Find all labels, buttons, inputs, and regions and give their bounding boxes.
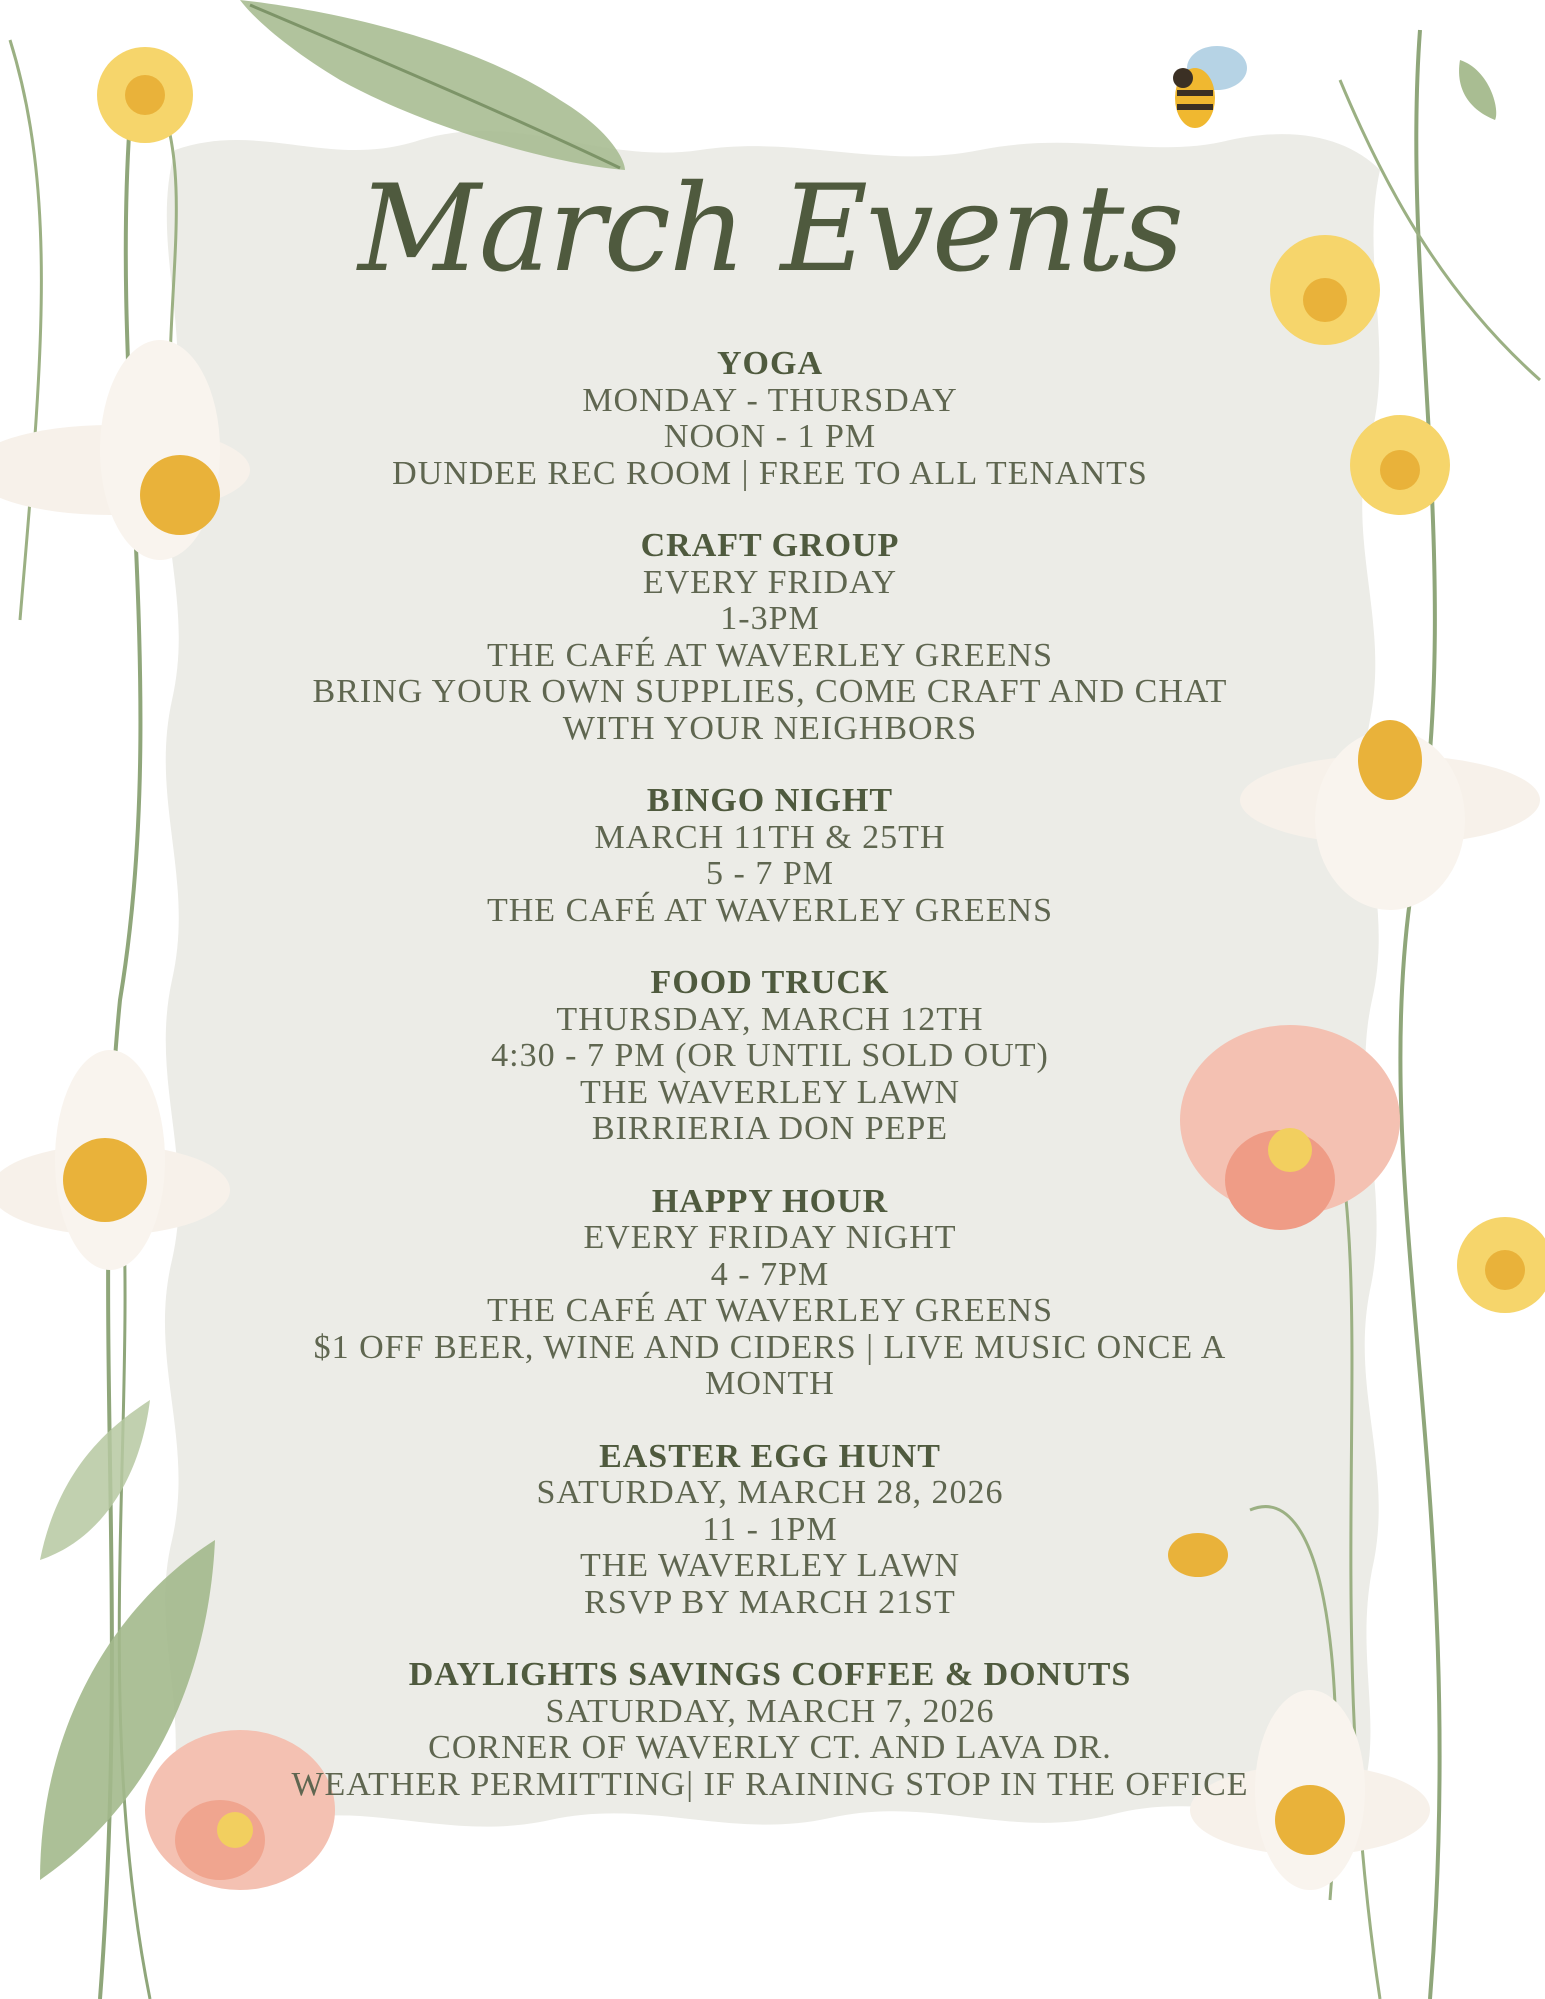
event-detail-line: EVERY FRIDAY (642, 563, 898, 601)
yellow-flower-right-3 (1457, 1217, 1545, 1313)
event-block (230, 1439, 1310, 1622)
event-block (230, 965, 1310, 1148)
leaf-left-small (40, 1400, 150, 1560)
event-detail-line: WEATHER PERMITTING| IF RAINING STOP IN THE OFFICE (291, 1765, 1249, 1803)
event-heading: EASTER EGG HUNT (599, 1437, 941, 1475)
event-detail-line: MONDAY - THURSDAY (582, 381, 958, 419)
event-block (230, 1184, 1310, 1403)
event-detail-line: CORNER OF WAVERLY CT. AND LAVA DR. (428, 1729, 1112, 1766)
event-detail-line: SATURDAY, MARCH 28, 2026 (536, 1474, 1004, 1511)
yellow-flower-top-left (97, 47, 193, 143)
right-stem (1400, 30, 1439, 1999)
event-detail-line: DUNDEE REC ROOM | FREE TO ALL TENANTS (392, 454, 1148, 492)
event-detail-line: MONTH (705, 1365, 835, 1402)
event-block (230, 1657, 1310, 1803)
event-detail-line: 1-3PM (720, 600, 820, 637)
event-detail-line: 5 - 7 PM (706, 855, 834, 892)
event-detail-line: BRING YOUR OWN SUPPLIES, COME CRAFT AND CHAT (312, 673, 1228, 710)
event-list-panel (230, 150, 1310, 1839)
event-block (230, 346, 1310, 492)
event-detail-line: 4:30 - 7 PM (OR UNTIL SOLD OUT) (491, 1037, 1049, 1074)
event-detail-line: EVERY FRIDAY NIGHT (583, 1219, 957, 1256)
event-heading: CRAFT GROUP (640, 527, 900, 564)
event-detail-line: WITH YOUR NEIGHBORS (562, 709, 978, 747)
yellow-flower-right-2 (1350, 415, 1450, 515)
event-detail-line: BIRRIERIA DON PEPE (591, 1110, 949, 1147)
event-heading: YOGA (717, 345, 823, 382)
events-container (230, 346, 1310, 1803)
event-detail-line: 4 - 7PM (710, 1255, 830, 1293)
event-block (230, 783, 1310, 929)
event-detail-line: $1 OFF BEER, WINE AND CIDERS | LIVE MUSIC ONCE A (313, 1328, 1227, 1366)
event-detail-line: 11 - 1PM (702, 1510, 838, 1548)
event-detail-line: THE WAVERLEY LAWN (579, 1073, 961, 1111)
event-detail-line: THE CAFÉ AT WAVERLEY GREENS (486, 1292, 1053, 1329)
event-detail-line: MARCH 11TH & 25TH (594, 818, 946, 856)
event-heading: HAPPY HOUR (651, 1182, 889, 1220)
event-heading: DAYLIGHTS SAVINGS COFFEE & DONUTS (408, 1656, 1132, 1693)
event-heading: BINGO NIGHT (646, 782, 894, 819)
bee-icon (1173, 46, 1247, 128)
event-detail-line: THE CAFÉ AT WAVERLEY GREENS (486, 891, 1053, 929)
page-title: March Events (358, 160, 1182, 299)
event-block (230, 528, 1310, 747)
event-heading: FOOD TRUCK (650, 964, 890, 1001)
event-detail-line: SATURDAY, MARCH 7, 2026 (545, 1692, 995, 1730)
event-detail-line: NOON - 1 PM (663, 418, 877, 455)
event-detail-line: THE CAFÉ AT WAVERLEY GREENS (486, 636, 1053, 674)
event-detail-line: RSVP BY MARCH 21ST (584, 1583, 956, 1621)
event-detail-line: THE WAVERLEY LAWN (579, 1547, 961, 1584)
event-detail-line: THURSDAY, MARCH 12TH (556, 1000, 984, 1038)
